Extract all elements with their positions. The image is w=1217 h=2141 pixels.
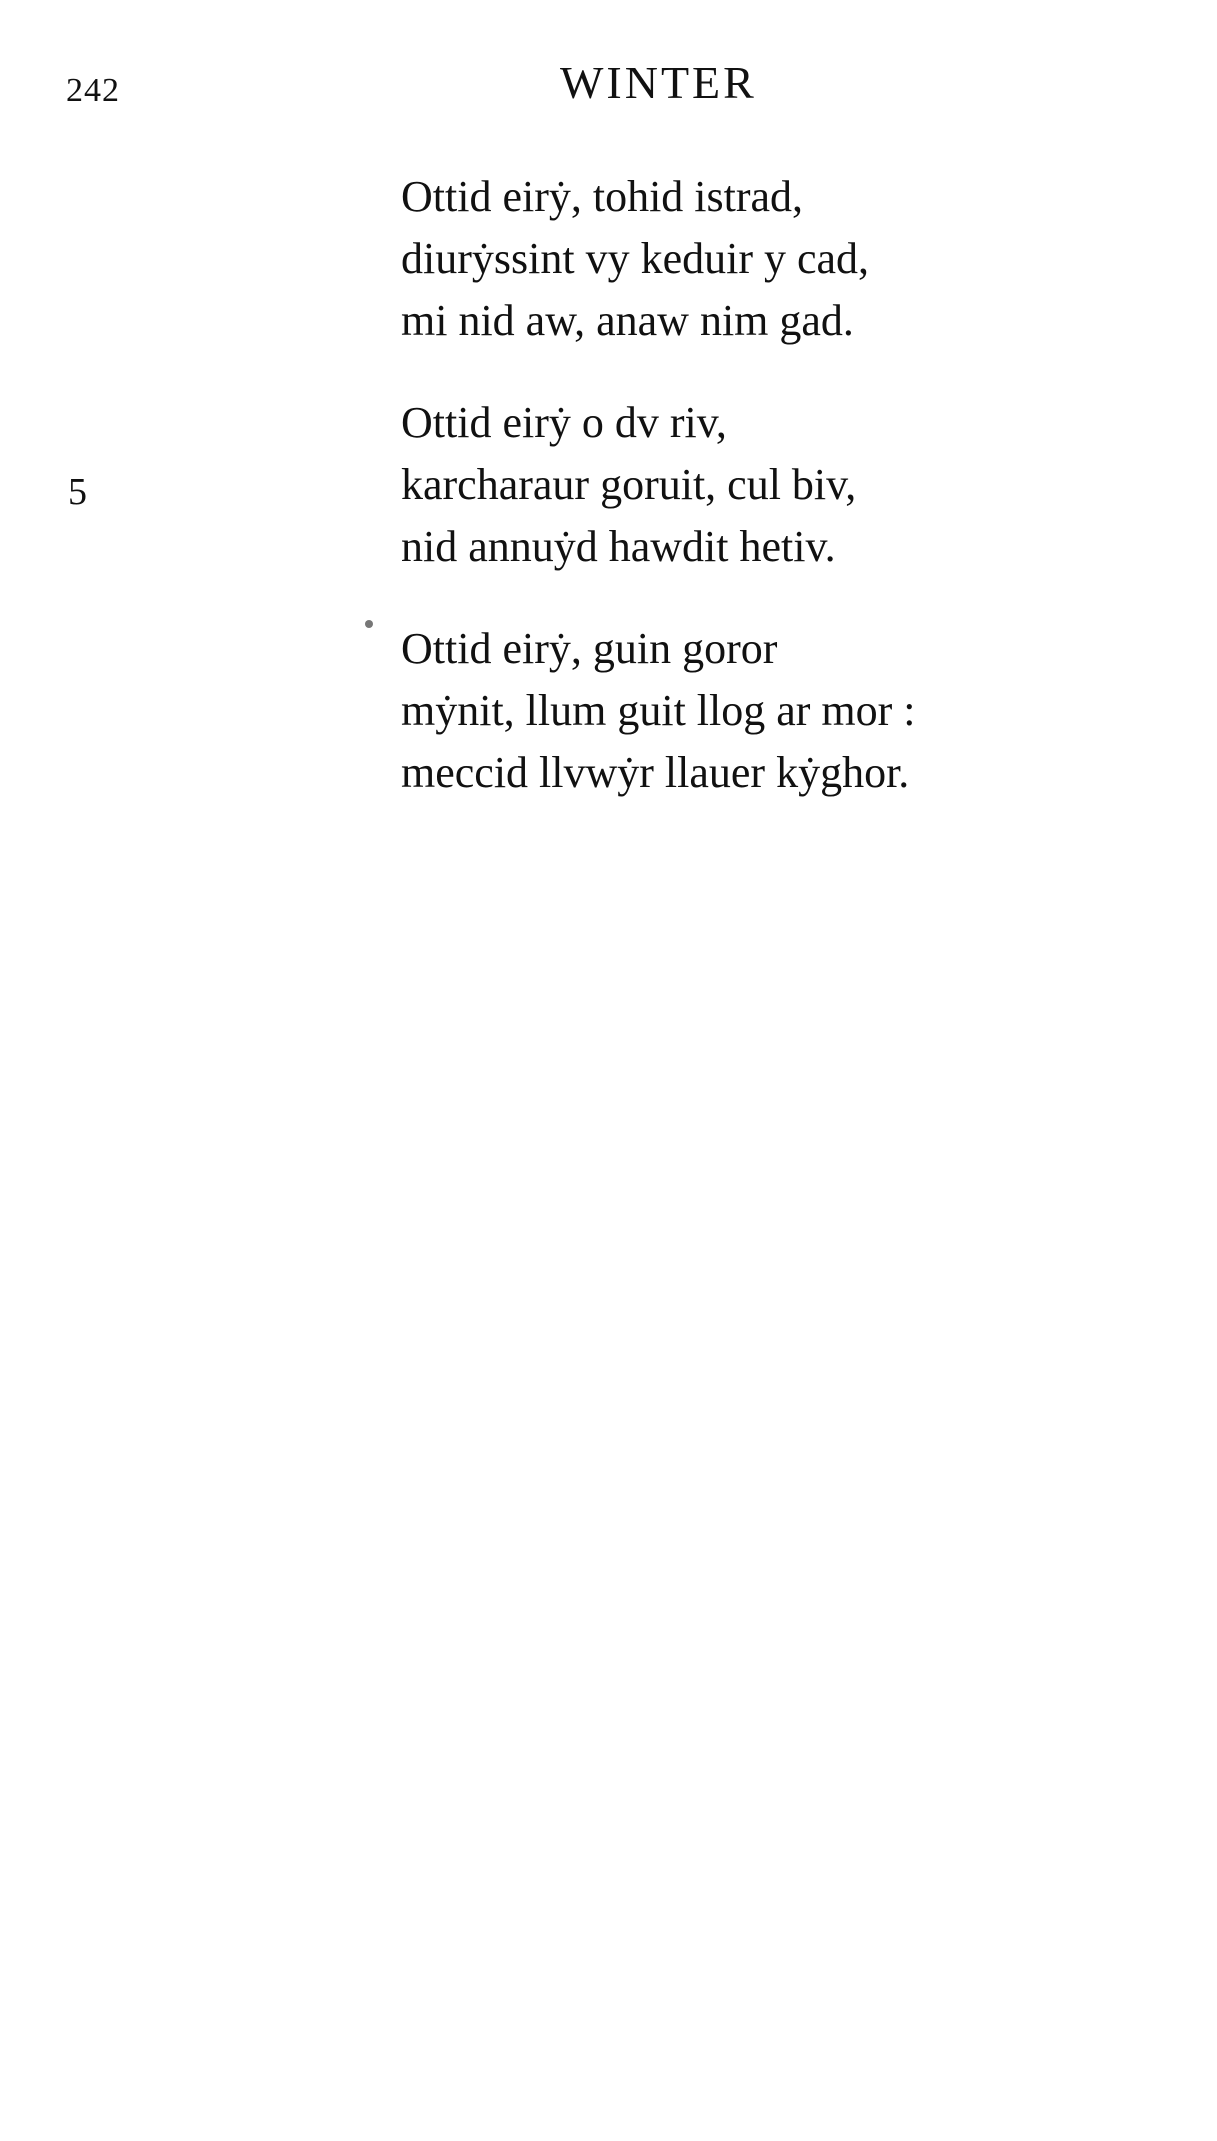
- verse-line: diurẏssint vy keduir y cad,: [401, 234, 870, 283]
- verse-line: Ottid eirẏ, guin goror: [401, 624, 778, 673]
- line-number: 5: [68, 471, 87, 513]
- verse-line: mẏnit, llum guit llog ar mor :: [401, 686, 916, 735]
- stanza: [401, 618, 1121, 804]
- verse-line: nid annuẏd hawdit hetiv.: [401, 522, 836, 571]
- ink-speck: [365, 620, 373, 628]
- running-head: WINTER: [560, 57, 757, 108]
- verse-line: karcharaur goruit, cul biv,: [401, 460, 857, 509]
- page-number: 242: [66, 72, 120, 109]
- verse-line: Ottid eirẏ, tohid istrad,: [401, 172, 804, 221]
- verse-line: mi nid aw, anaw nim gad.: [401, 296, 854, 345]
- verse-line: Ottid eirẏ o dv riv,: [401, 398, 727, 447]
- stanza: [401, 392, 1121, 578]
- stanza: [401, 166, 1121, 352]
- verse-line: meccid llvwẏr llauer kẏghor.: [401, 748, 910, 797]
